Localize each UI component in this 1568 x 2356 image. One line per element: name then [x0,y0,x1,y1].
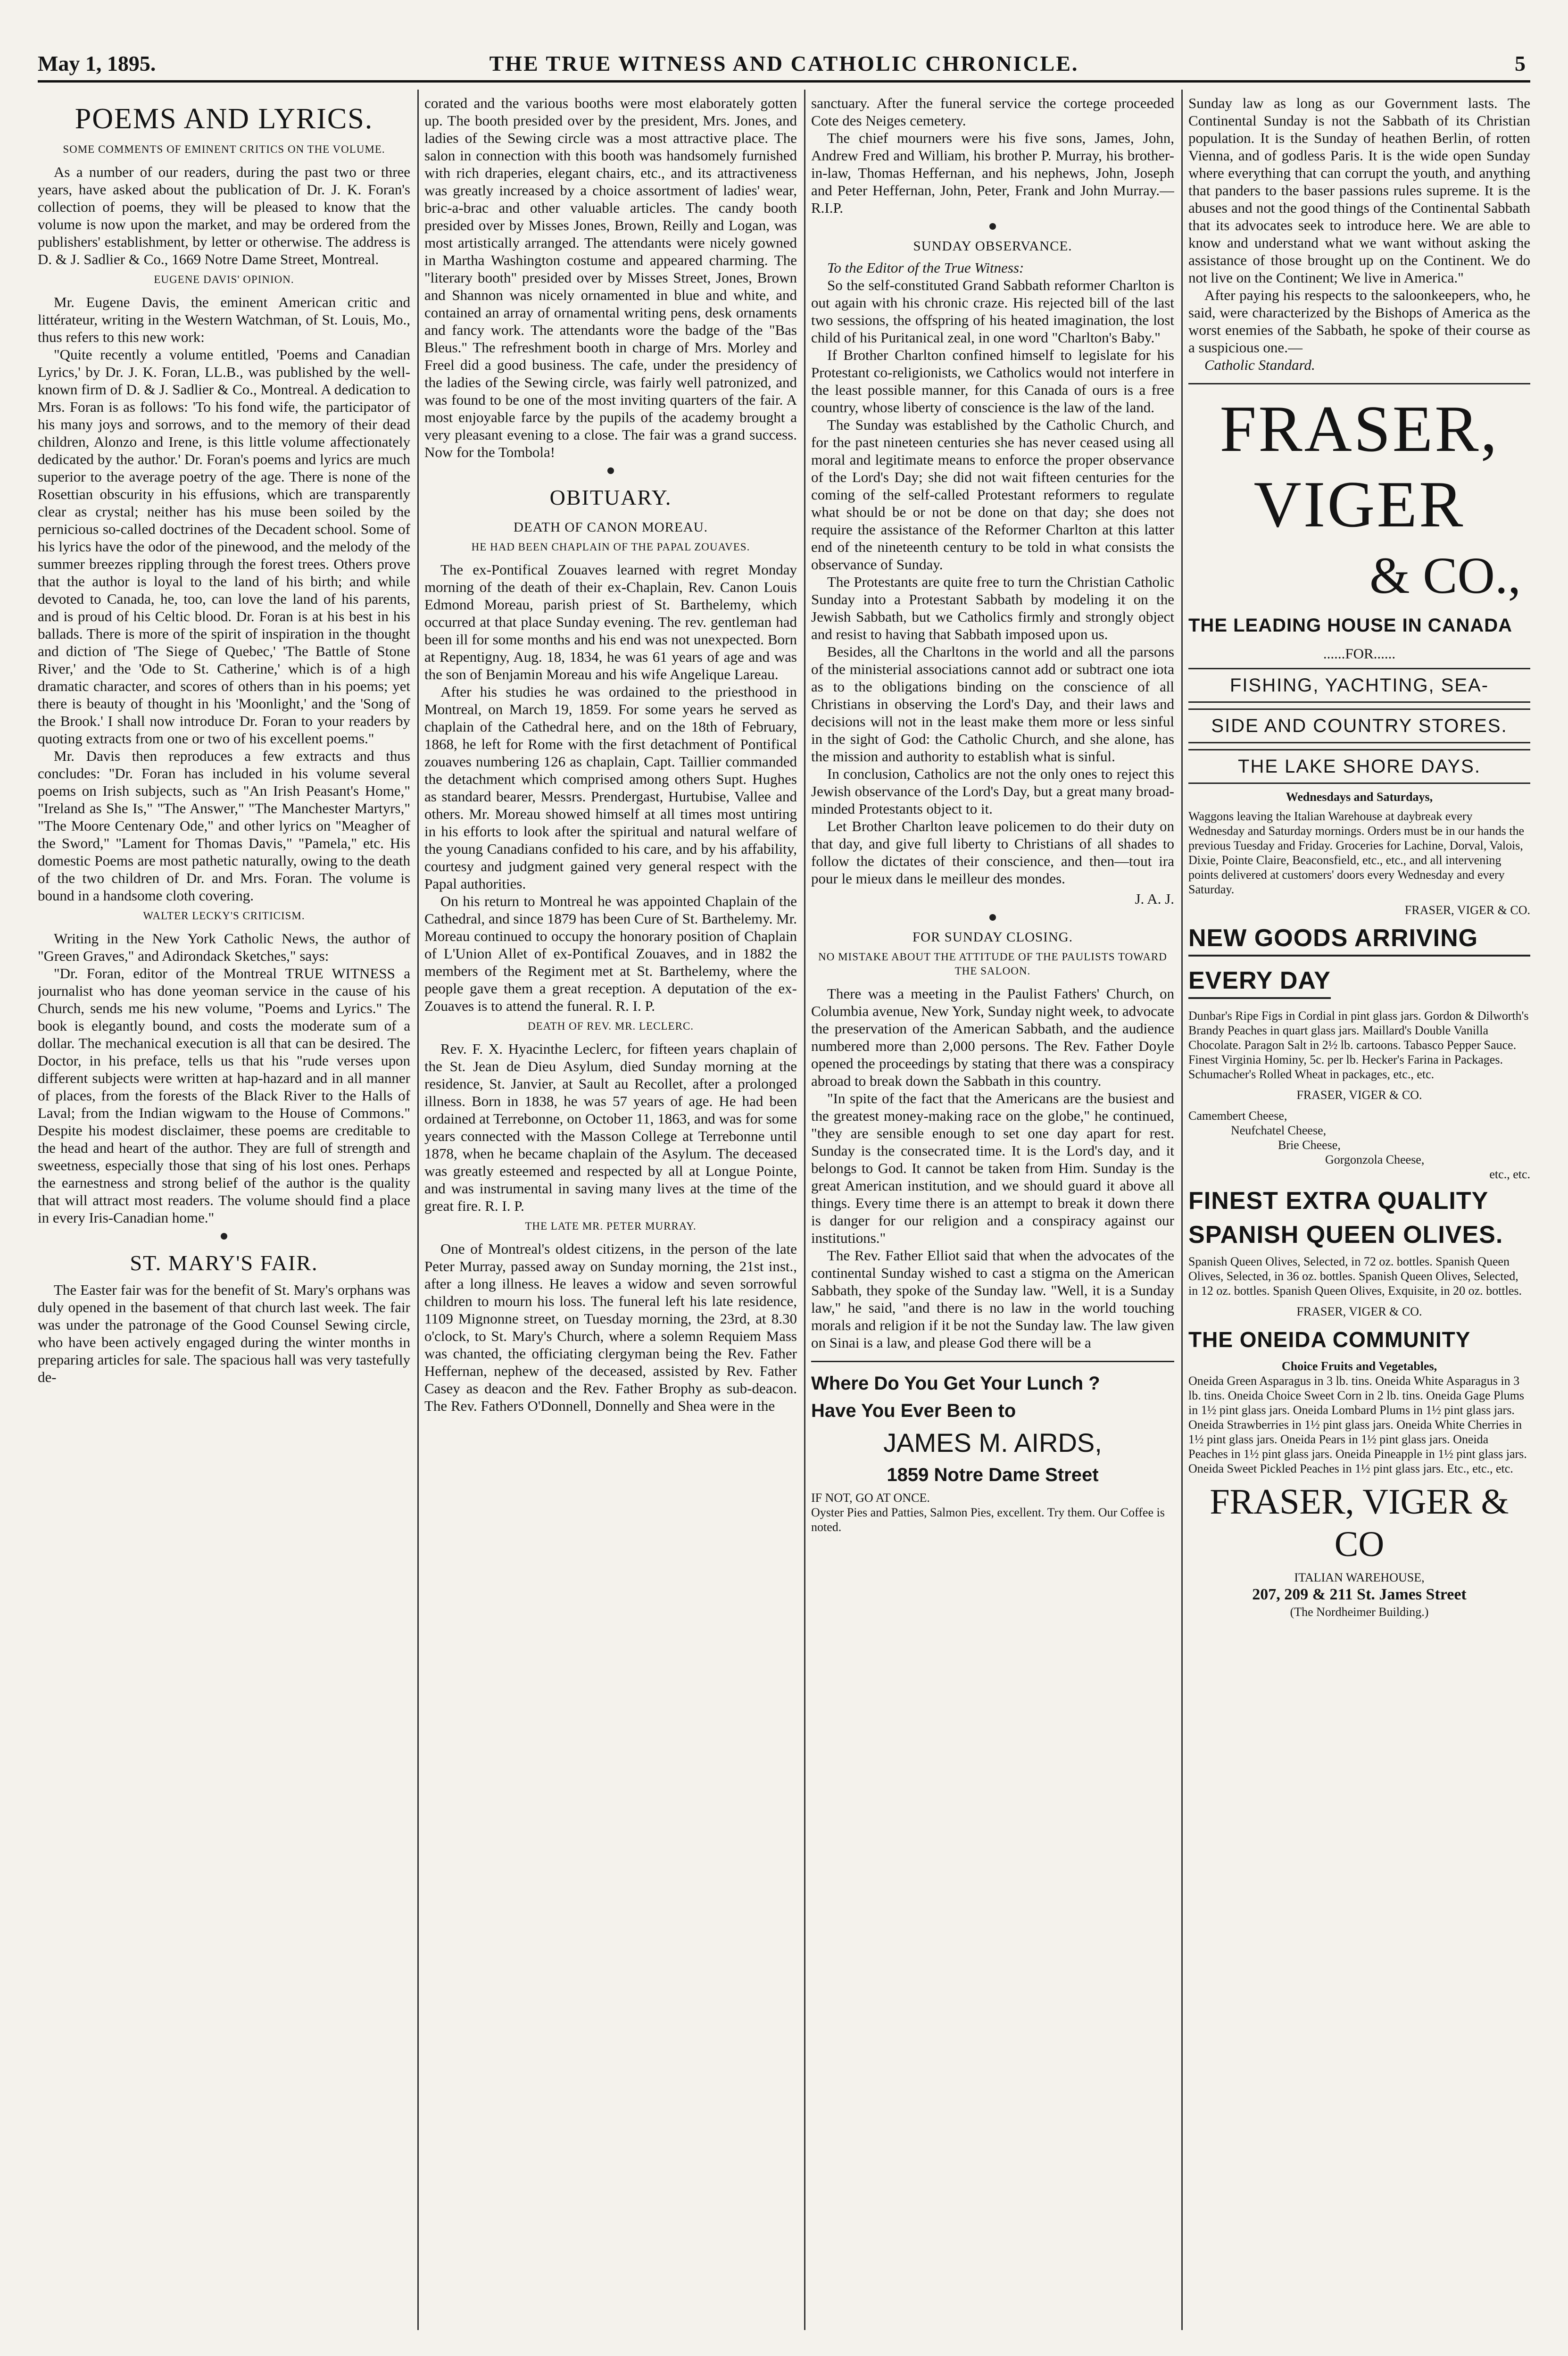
section-subheading: HE HAD BEEN CHAPLAIN OF THE PAPAL ZOUAVES. [471,541,750,553]
ad-olives-heading: FINEST EXTRA QUALITY [1188,1187,1489,1215]
paragraph: Mr. Davis then reproduces a few extracts and thus concludes: "Dr. Foran has included in his volume several poems on Irish subjects, such as "An Irish Peasant's Home," "Ireland as She Is," "The Answer," "The Manchester Martyrs," "The Moore Centenary Ode," and other lyrics on "Meagher of the Sword," "Lament for Thomas Davis," "Pamela," etc. His domestic Poems are most pathetic naturally, owing to the death of the two children of Dr. and Mrs. Foran. The volume is bound in a handsome cloth covering. [38,748,410,904]
ad-signature: FRASER, VIGER & CO. [1404,903,1530,917]
paragraph: The Sunday was established by the Catholic Church, and for the past nineteen centuries she has never ceased using all moral and legitimate means to enforce the proper observance of the Lord's Day; she did not wait fifteen centuries for the coming of the self-called Protestant reformers to regulate what should be or not be done on that day; she does not require the assistance of the Reformer Charlton at this latter end of the nineteenth century to be told in what consists the observance of Sunday. [811,416,1174,573]
page-number: 5 [1515,51,1526,75]
paragraph: So the self-constituted Grand Sabbath reformer Charlton is out again with his chronic craze. His rejected bill of the last two sessions, the offspring of his heated imagination, the lost child of his Puritanical zeal, in one word "Charlton's Baby." [811,277,1174,346]
paragraph: sanctuary. After the funeral service the cortege proceeded Cote des Neiges cemetery. [811,95,1174,129]
paragraph: If Brother Charlton confined himself to legislate for his Protestant co-religionists, we Catholics would not interfere in the least possible manner, for this Canada of ours is a free country, whose liberty of conscience is the law of the land. [811,347,1174,416]
paragraph: One of Montreal's oldest citizens, in the person of the late Peter Murray, passed away on Sunday morning, the 21st inst., after a long illness. He leaves a widow and seven sorrowful children to mourn his loss. The funeral left his late residence, 1109 Mignonne street, on Tuesday morning, the 23rd, at 8.30 o'clock, to St. Mary's Church, where a solemn Requiem Mass was chanted, the officiating clergyman being the Rev. Father Heffernan, nephew of the deceased, assisted by Rev. Father Casey as deacon and the Rev. Father Brophy as sub-deacon. The Rev. Fathers O'Donnell, Donnelly and Shea were in the [424,1240,797,1414]
ad-text: Spanish Queen Olives, Selected, in 72 oz. bottles. Spanish Queen Olives, Selected, in 36 oz. bottles. Spanish Queen Olives, Selected, in 12 oz. bottles. Spanish Queen Olives, Exquisite, in 20 oz. bottles. [1188,1255,1522,1298]
ad-viger-title: VIGER [1253,468,1465,541]
paragraph: As a number of our readers, during the past two or three years, have asked about the publication of Dr. J. K. Foran's collection of poems, they will be pleased to know that the volume is now upon the market, and may be ordered from the publishers' establishment, by letter or otherwise. The address is D. & J. Sadlier & Co., 1669 Notre Dame Street, Montreal. [38,164,410,267]
salutation: To the Editor of the True Witness: [827,259,1024,276]
signature: J. A. J. [1135,891,1174,907]
column-3 [811,94,1174,2325]
separator-ornament [989,914,996,921]
ad-text: Waggons leaving the Italian Warehouse at daybreak every Wednesday and Saturday mornings. Orders must be in our hands the previous Tuesday and Friday. Groceries for Lachine, Dorval, Valois, Dixie, Pointe Claire, Beaconsfield, etc., etc., and all intervening points delivered at customers' doors every Wednesday and every Saturday. [1188,809,1525,896]
column-rule [1181,90,1183,2330]
ad-signature: FRASER, VIGER & CO. [1296,1088,1422,1102]
paragraph: The Easter fair was for the benefit of St. Mary's orphans was duly opened in the basement of that church last week. The fair was under the patronage of the Good Counsel Sewing circle, who have been actively engaged during the winter months in preparing articles for sale. The spacious hall was very tastefully de- [38,1282,410,1385]
ad-new-goods-heading: NEW GOODS ARRIVING [1188,924,1530,957]
paragraph: "In spite of the fact that the Americans are the busiest and the greatest money-making race on the globe," he continued, "they are sensible enough to set one day apart for rest. Sunday is the consecrated time. It is the Lord's day, and it belongs to God. It cannot be taken from Him. Sunday is the great American institution, and we should guard it above all things. Every time there is an attempt to break it down there is danger for our religion and a conspiracy against our institutions." [811,1090,1174,1246]
paragraph: The Rev. Father Elliot said that when the advocates of the continental Sunday wished to cast a stigma on the American Sabbath, they spoke of the Sunday law. "Well, it is a Sunday law," he said, "and there is no law in the world touching morals and religion if it be not the Sunday law. The law given on Sinai is a law, and please God there will be a [811,1247,1174,1351]
paragraph: Let Brother Charlton leave policemen to do their duty on that day, and give full liberty to Christians of all shades to follow the dictates of their conscience, and then—tout ira pour le mieux dans le meilleur des mondes. [811,818,1174,887]
paragraph: There was a meeting in the Paulist Fathers' Church, on Columbia avenue, New York, Sunday night week, to advocate the preservation of the American Sabbath, and the audience numbered more than 2,000 persons. The Rev. Father Doyle opened the proceedings by stating that there was a conspiracy abroad to break down the Sabbath in this country. [811,985,1174,1089]
paragraph: On his return to Montreal he was appointed Chaplain of the Cathedral, and since 1879 has been Cure of St. Barthelemy. Mr. Moreau continued to occupy the honorary position of Chaplain of L'Union Allet of ex-Pontifical Zouaves, and in 1882 the members of the Regiment met at St. Barthelemy, where the people gave them a great reception. A deputation of the ex-Zouaves is to attend the funeral. R. I. P. [424,893,797,1014]
ad-lake-shore-line: THE LAKE SHORE DAYS. [1188,749,1530,784]
paragraph: After paying his respects to the saloonkeepers, who, he said, were characterized by the Bishops of America as the worst enemies of the Sabbath, he spoke of their course as a suspicious one.— [1188,287,1530,356]
paragraph: Mr. Eugene Davis, the eminent American critic and littérateur, writing in the Western Watchman, of St. Louis, Mo., thus refers to this new work: [38,294,410,345]
article-heading-fair: ST. MARY'S FAIR. [130,1251,318,1275]
ad-cheese-line: etc., etc. [1489,1167,1530,1181]
paragraph: Writing in the New York Catholic News, the author of "Green Graves," and Adirondack Sketches," says: [38,930,410,964]
ad-fraser-footer: FRASER, VIGER & CO [1210,1482,1509,1564]
issue-date: May 1, 1895. [38,51,156,75]
column-2 [424,94,797,2325]
ad-divider [811,1361,1174,1362]
paragraph: "Dr. Foran, editor of the Montreal TRUE WITNESS a journalist who has done yeoman service in the cause of his Church, sends me his new volume, "Poems and Lyrics." The book is elegantly bound, and costs the moderate sum of a dollar. The mechanical execution is all that can be desired. The Doctor, in his preface, tells us that his "rude verses upon different subjects were written at hap-hazard and in all manner of places, from the forests of the Black River to the Halls of Laval; from the Indian wigwam to the House of Commons." Despite his modest disclaimer, these poems are creditable to the head and heart of the author. They are full of strength and sweetness, especially those that sing of his lost ones. Perhaps the earnestness and strong belief of the author is the quality that will attract most readers. The volume should find a place in every Iris-Canadian home." [38,965,410,1226]
ad-oneida-heading: THE ONEIDA COMMUNITY [1188,1327,1471,1352]
separator-ornament [221,1233,227,1240]
masthead [38,47,1530,83]
column-1 [38,94,410,2325]
ad-airds-line: Have You Ever Been to [811,1400,1016,1421]
section-subheading: NO MISTAKE ABOUT THE ATTITUDE OF THE PAULISTS TOWARD THE SALOON. [818,951,1167,977]
section-subheading: DEATH OF REV. MR. LECLERC. [527,1020,694,1032]
article-heading-sunday: SUNDAY OBSERVANCE. [913,239,1072,254]
ad-address: 207, 209 & 211 St. James Street [1252,1586,1467,1603]
article-heading-poems: POEMS AND LYRICS. [75,103,373,135]
section-subheading: EUGENE DAVIS' OPINION. [154,274,294,285]
ad-building: (The Nordheimer Building.) [1290,1605,1429,1619]
ad-oneida-subheading: Choice Fruits and Vegetables, [1281,1359,1437,1373]
ad-divider [1188,383,1530,384]
ad-airds-name: JAMES M. AIRDS, [883,1428,1102,1457]
ad-airds-address: 1859 Notre Dame Street [887,1465,1099,1485]
ad-co-title: & CO., [1369,547,1521,604]
ad-cheese-line: Gorgonzola Cheese, [1325,1153,1425,1166]
paragraph: The ex-Pontifical Zouaves learned with regret Monday morning of the death of their ex-Chaplain, Rev. Canon Louis Edmond Moreau, parish priest of St. Barthelemy, which occurred at that place Sunday evening. The rev. gentleman had been ill for some months and his end was not unexpected. Born at Repentigny, Aug. 18, 1834, he was 61 years of age and was the son of Benjamin Moreau and his wife Angelique Lareau. [424,561,797,683]
article-heading-closing: FOR SUNDAY CLOSING. [913,930,1073,945]
ad-airds-line: Where Do You Get Your Lunch ? [811,1373,1100,1394]
ad-warehouse: ITALIAN WAREHOUSE, [1294,1571,1425,1584]
ad-cheese-line: Brie Cheese, [1278,1138,1341,1152]
ad-text: Oneida Green Asparagus in 3 lb. tins. Oneida White Asparagus in 3 lb. tins. Oneida Choice Sweet Corn in 2 lb. tins. Oneida Gage Plums in 1½ pint glass jars. Oneida Lombard Plums in 1½ pint glass jars. Oneida Strawberries in 1½ pint glass jars. Oneida White Cherries in 1½ pint glass jars. Oneida Pears in 1½ pint glass jars. Oneida Peaches in 1½ pint glass jars. Oneida Pineapple in 1½ pint glass jars. Oneida Sweet Pickled Peaches in 1½ pint glass jars. Etc., etc., etc. [1188,1374,1527,1475]
ad-leading-house: THE LEADING HOUSE IN CANADA [1188,615,1513,636]
ad-signature: FRASER, VIGER & CO. [1296,1305,1422,1318]
ad-fishing-line: FISHING, YACHTING, SEA- [1188,668,1530,703]
separator-ornament [607,467,614,474]
column-4 [1188,94,1530,2325]
paragraph: Sunday law as long as our Government lasts. The Continental Sunday is not the Sabbath of its Christian population. It is the Sunday of heathen Berlin, of rotten Vienna, and of godless Paris. It is the wide open Sunday where everything that can corrupt the youth, and anything that panders to the baser passions rules supreme. It is the abuses and not the good things of the Continental Sabbath that its advocates seek to introduce here. We are able to know and understand what we want without asking the assistance of those brought up on the Continent. We do not live on the Continent; We live in America." [1188,95,1530,286]
column-rule [804,90,805,2330]
column-rule [417,90,419,2330]
paragraph: corated and the various booths were most elaborately gotten up. The booth presided over by the president, Mrs. Jones, and ladies of the Sewing circle was a most attractive place. The salon in connection with this booth was handsomely furnished with rich draperies, elegant chairs, etc., and its attractiveness was greatly increased by a choice assortment of ladies' wear, bric-a-brac and other valuable articles. The candy booth presided over by Misses Jones, Brown, Reilly and Logan, was most artistically arranged. The attendants were nicely gowned in Martha Washington costume and appeared charming. The "literary booth" presided over by Misses Street, Jones, Brown and Shannon was nicely ornamented in blue and white, and contained an array of ornamental writing pens, desk ornaments and fancy work. The attendants wore the badge of the "Bas Bleus." The refreshment booth in charge of Mrs. Morley and Freel did a good business. The cafe, under the presidency of the ladies of the Sewing circle, was fairly well patronized, and was found to be one of the most inviting quarters of the fair. A most enjoyable farce by the pupils of the academy brought a very pleasant evening to a close. The fair was a grand success. Now for the Tombola! [424,95,797,460]
article-heading-obituary: OBITUARY. [549,485,672,509]
paragraph: Rev. F. X. Hyacinthe Leclerc, for fifteen years chaplain of the St. Jean de Dieu Asylum, died Sunday morning at the residence, St. Janvier, at Sault au Recollet, after a prolonged illness. Born in 1838, he was 57 years of age. He had been ordained at Terrebonne, on October 11, 1863, and was for some years connected with the Masson College at Terrebonne until 1878, when he became chaplain of the Asylum. The deceased was greatly esteemed and respected by all at Longue Pointe, and was instrumental in saving many lives at the time of the great fire. R. I. P. [424,1041,797,1214]
paragraph: "Quite recently a volume entitled, 'Poems and Canadian Lyrics,' by Dr. J. K. Foran, LL.B., was published by the well-known firm of D. & J. Sadlier & Co., Montreal. A dedication to Mrs. Foran is as follows: 'To his fond wife, the participator of his many joys and sorrows, and to the memory of their dead children, Alonzo and Irene, is this little volume affectionately dedicated by the author.' Dr. Foran's poems and lyrics are much superior to the average poetry of the age. There is none of the Rosettian obscurity in his effusions, which are transparently clear as crystal; neither has his muse been soiled by the pernicious so-called doctrines of the Decadent school. Some of his lyrics have the odor of the pinewood, and the melody of the summer breezes rippling through the forest trees. Others prove that the author is loyal to the land of his birth; and while devoted to Canada, he, too, can love the land of his parents, and is proud of his Celtic blood. Dr. Foran is at his best in his ballads. There is more of the spirit of inspiration in the thought and diction of 'The Siege of Quebec,' 'The Battle of Stone River,' and the 'Ode to St. Catherine,' which is of a high dramatic character, and scores of others than in his poems; yet there is beauty of thought in his 'Moonlight,' and the 'Song of the Brook.' I shall now introduce Dr. Foran to your readers by quoting extracts from one or two of his excellent poems." [38,346,410,747]
separator-ornament [989,223,996,230]
ad-cheese-line: Neufchatel Cheese, [1231,1124,1327,1137]
source-credit: Catholic Standard. [1204,357,1315,373]
section-subheading: WALTER LECKY'S CRITICISM. [143,910,305,922]
ad-days: Wednesdays and Saturdays, [1286,790,1433,804]
section-subheading: DEATH OF CANON MOREAU. [514,520,708,535]
ad-every-day-heading: EVERY DAY [1188,966,1331,999]
ad-airds-line: Oyster Pies and Patties, Salmon Pies, excellent. Try them. Our Coffee is noted. [811,1506,1165,1534]
newspaper-title: THE TRUE WITNESS AND CATHOLIC CHRONICLE. [489,51,1079,75]
ad-cheese-line: Camembert Cheese, [1188,1109,1287,1123]
ad-airds-line: IF NOT, GO AT ONCE. [811,1491,930,1505]
paragraph: After his studies he was ordained to the priesthood in Montreal, on March 19, 1859. For some years he served as chaplain of the Cathedral here, and on the 18th of February, 1868, he left for Rome with the first detachment of Pontifical zouaves numbering 126 as chaplain, Capt. Taillier commanded the detachment which comprised among others Supt. Hughes as standard bearer, Messrs. Prendergast, Hurtubise, Vallee and others. Mr. Moreau showed himself at all times most untiring in his efforts to look after the spiritual and natural welfare of the young Canadians confided to his care, and by his affability, courtesy and judgment gained very general respect with the Papal authorities. [424,683,797,892]
paragraph: Besides, all the Charltons in the world and all the parsons of the ministerial associations cannot add or subtract one iota as to the obligations binding on the conscience of all Christians in observing the Lord's Day, and their laws and decisions will not in the least make them more or less sinful in the sight of God: the Catholic Church, and she alone, has the mission and authority to establish what is sinful. [811,643,1174,765]
ad-fraser-title: FRASER, [1220,392,1499,466]
paragraph: In conclusion, Catholics are not the only ones to reject this Jewish observance of the Lord's Day, but a great many broad-minded Protestants object to it. [811,766,1174,817]
paragraph: The Protestants are quite free to turn the Christian Catholic Sunday into a Protestant Sabbath by modeling it on the Jewish Sabbath, but we Catholics firmly and strongly object and resist to having that Sabbath imposed upon us. [811,574,1174,642]
ad-text: Dunbar's Ripe Figs in Cordial in pint glass jars. Gordon & Dilworth's Brandy Peaches in quart glass jars. Maillard's Double Vanilla Chocolate. Paragon Salt in 2½ lb. cartoons. Tabasco Pepper Sauce. Finest Virginia Hominy, 5c. per lb. Hecker's Farina in Packages. Schumacher's Rolled Wheat in packages, etc., etc. [1188,1009,1529,1081]
ad-olives-heading: SPANISH QUEEN OLIVES. [1188,1221,1503,1249]
article-subheading: SOME COMMENTS OF EMINENT CRITICS ON THE VOLUME. [63,143,385,155]
paragraph: The chief mourners were his five sons, James, John, Andrew Fred and William, his brother P. Murray, his brother-in-law, Thomas Heffernan, and his nephews, John, Joseph and Peter Heffernan, John, Peter, Frank and John Murray.—R.I.P. [811,130,1174,216]
section-subheading: THE LATE MR. PETER MURRAY. [525,1220,697,1232]
ad-seaside-line: SIDE AND COUNTRY STORES. [1188,708,1530,743]
ad-for: ......FOR...... [1323,645,1396,662]
